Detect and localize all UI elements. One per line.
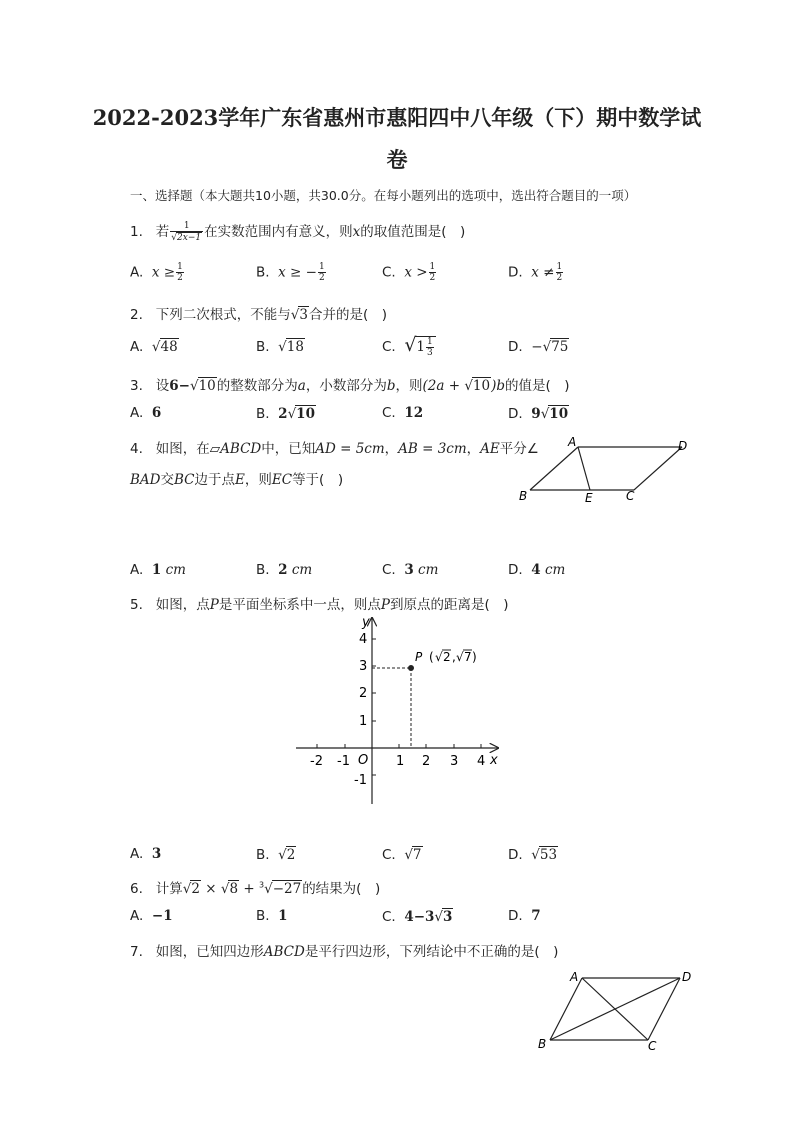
exam-title-line2: 卷 bbox=[386, 147, 408, 172]
x-tick-label: 2 bbox=[422, 754, 431, 769]
exam-title-line1: 2022-2023学年广东省惠州市惠阳四中八年级（下）期中数学试 bbox=[92, 105, 702, 130]
question-3: 3. 设6−√10的整数部分为a，小数部分为b，则(2a + √10)b的值是( ) bbox=[130, 378, 570, 394]
question-number: 1. bbox=[130, 224, 143, 240]
q4-option-b[interactable]: B. 2 cm bbox=[256, 562, 313, 578]
q6-option-d[interactable]: D. 7 bbox=[508, 908, 541, 924]
q6-option-b[interactable]: B. 1 bbox=[256, 908, 288, 924]
segment-dc bbox=[634, 447, 682, 490]
q3-option-b[interactable]: B. 2√10 bbox=[256, 406, 315, 422]
q4-option-a[interactable]: A. 1 cm bbox=[130, 562, 186, 578]
label-b: B bbox=[538, 1037, 547, 1051]
coord-y: 7 bbox=[464, 650, 472, 664]
q2-option-b[interactable]: B. √18 bbox=[256, 339, 304, 355]
q3-option-c[interactable]: C. 12 bbox=[382, 405, 424, 421]
label-a: A bbox=[568, 435, 577, 449]
label-c: C bbox=[626, 489, 635, 503]
q2-option-d[interactable]: D. −√75 bbox=[508, 339, 569, 355]
fraction: $\frac{1}{√2x-1}$ bbox=[171, 221, 202, 243]
q5-coordinate-graph bbox=[290, 612, 510, 808]
x-tick-label: -1 bbox=[337, 754, 350, 769]
x-tick-label: 3 bbox=[450, 754, 459, 769]
segment-ab bbox=[530, 447, 578, 490]
question-4-line2: BAD交BC边于点E，则EC等于( ) bbox=[130, 472, 344, 488]
section-heading: 一、选择题（本大题共10小题，共30.0分。在每小题列出的选项中，选出符合题目的一项） bbox=[130, 188, 637, 203]
q1-option-b[interactable]: B. x ≥ − $\frac{1}{2}$ bbox=[256, 262, 325, 283]
q1-option-c[interactable]: C. x > $\frac{1}{2}$ bbox=[382, 262, 436, 283]
label-b: B bbox=[519, 489, 528, 503]
point-p bbox=[408, 665, 414, 671]
question-1: 1. 若 $\frac{1}{√2x-1}$ 在实数范围内有意义，则x的取值范围是( ) bbox=[130, 221, 466, 243]
q3-option-a[interactable]: A. 6 bbox=[130, 405, 162, 421]
segment-dc bbox=[648, 978, 680, 1040]
y-tick-label: 2 bbox=[359, 686, 368, 701]
diagonal-bd bbox=[550, 978, 680, 1040]
q3-option-d[interactable]: D. 9√10 bbox=[508, 406, 569, 422]
segment-ab bbox=[550, 978, 582, 1040]
q7-parallelogram-figure bbox=[530, 966, 700, 1056]
q5-option-a[interactable]: A. 3 bbox=[130, 846, 162, 862]
y-tick-label: 3 bbox=[359, 659, 368, 674]
question-5: 5. 如图，点P是平面坐标系中一点，则点P到原点的距离是( ) bbox=[130, 597, 509, 613]
coord-open: ( bbox=[429, 650, 434, 664]
question-7: 7. 如图，已知四边形ABCD是平行四边形，下列结论中不正确的是( ) bbox=[130, 944, 559, 960]
coord-x: 2 bbox=[443, 650, 451, 664]
q5-option-b[interactable]: B. √2 bbox=[256, 847, 296, 863]
y-tick-label: 1 bbox=[359, 714, 368, 729]
label-a: A bbox=[570, 970, 579, 984]
y-tick-label: -1 bbox=[354, 773, 367, 788]
label-e: E bbox=[585, 491, 593, 505]
q5-option-c[interactable]: C. √7 bbox=[382, 847, 422, 863]
coord-sep: , bbox=[452, 650, 456, 664]
q6-option-a[interactable]: A. −1 bbox=[130, 908, 173, 924]
q2-option-c[interactable]: C. √1 $\frac{1}{3}$ bbox=[382, 334, 436, 358]
label-d: D bbox=[678, 439, 688, 453]
coord-close: ) bbox=[472, 650, 477, 664]
question-6: 6. 计算√2 × √8 + $^3$√−27的结果为( ) bbox=[130, 880, 381, 897]
point-label: P bbox=[415, 650, 423, 664]
q4-option-c[interactable]: C. 3 cm bbox=[382, 562, 439, 578]
q6-option-c[interactable]: C. 4−3√3 bbox=[382, 909, 453, 925]
question-2: 2. 下列二次根式，不能与√3合并的是( ) bbox=[130, 307, 388, 323]
origin-label: O bbox=[358, 753, 369, 768]
q4-option-d[interactable]: D. 4 cm bbox=[508, 562, 566, 578]
y-tick-label: 4 bbox=[359, 632, 368, 647]
y-axis-label: y bbox=[362, 615, 370, 630]
q1-option-d[interactable]: D. x ≠ $\frac{1}{2}$ bbox=[508, 262, 563, 283]
label-d: D bbox=[682, 970, 692, 984]
coord-radical-sign: √ bbox=[456, 650, 464, 664]
x-tick-label: 4 bbox=[477, 754, 486, 769]
q1-option-a[interactable]: A. x ≥ $\frac{1}{2}$ bbox=[130, 262, 183, 283]
x-axis-label: x bbox=[490, 753, 498, 768]
q5-option-d[interactable]: D. √53 bbox=[508, 847, 558, 863]
q2-option-a[interactable]: A. √48 bbox=[130, 339, 178, 355]
label-c: C bbox=[648, 1039, 657, 1053]
question-4-line1: 4. 如图，在▱ABCD中，已知AD = 5cm，AB = 3cm，AE平分∠ bbox=[130, 441, 539, 457]
x-tick-label: 1 bbox=[396, 754, 405, 769]
x-tick-label: -2 bbox=[310, 754, 323, 769]
segment-ae bbox=[578, 447, 590, 490]
coord-radical-sign: √ bbox=[435, 650, 443, 664]
q4-parallelogram-figure bbox=[510, 432, 700, 510]
